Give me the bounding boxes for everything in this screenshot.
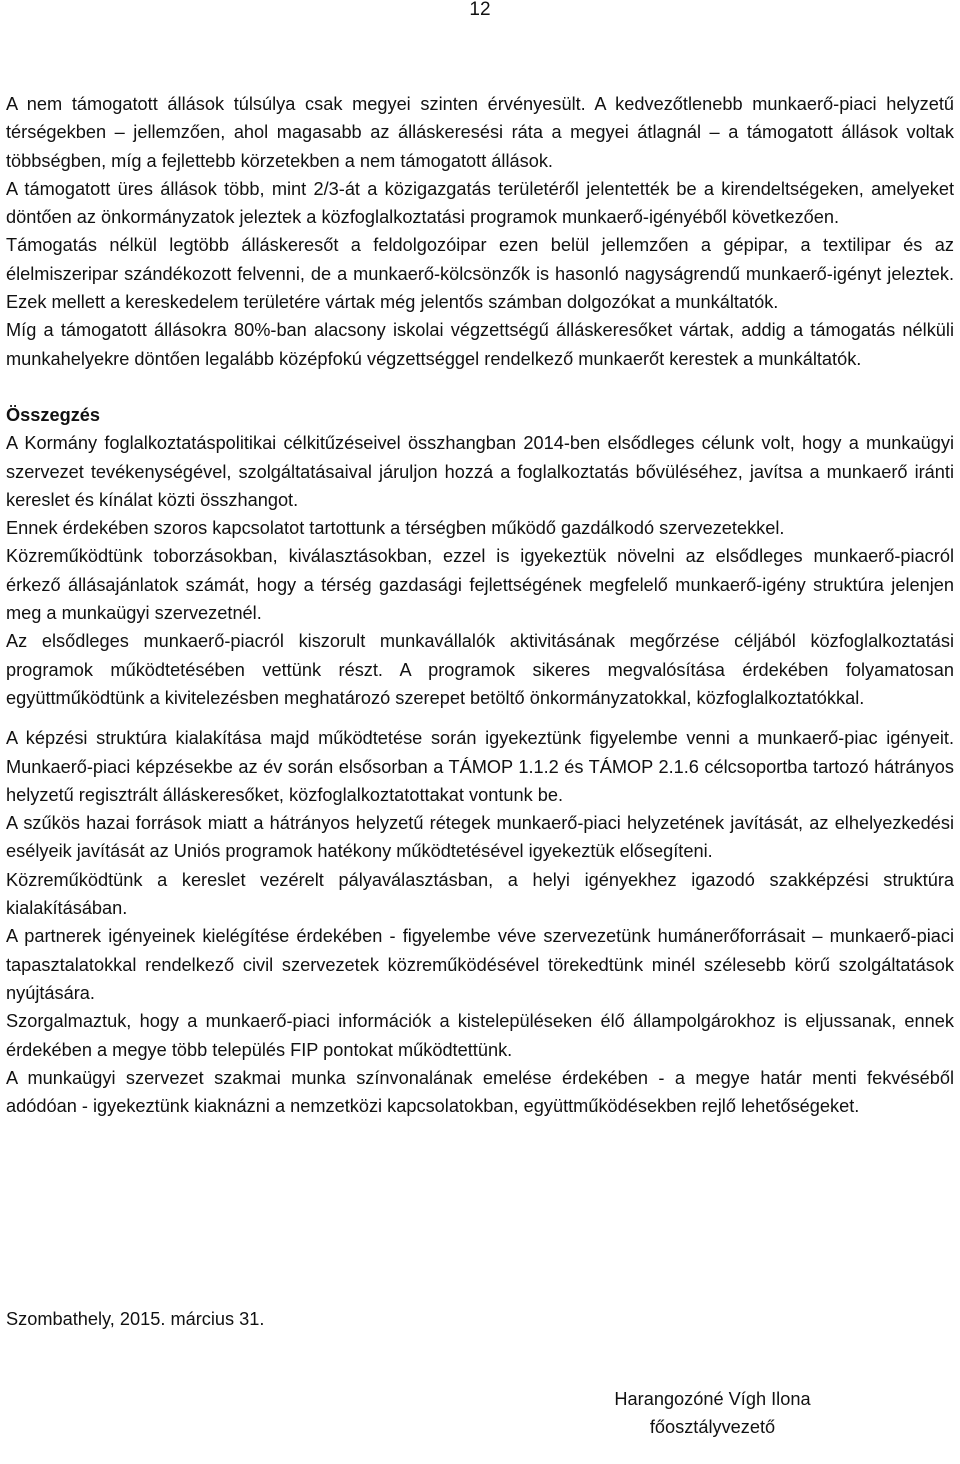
- paragraph: Ennek érdekében szoros kapcsolatot tartottunk a térségben működő gazdálkodó szervezetekkel.: [6, 518, 785, 539]
- signature-block: [600, 1385, 825, 1441]
- paragraph: A szűkös hazai források miatt a hátrányos helyzetű rétegek munkaerő-piaci helyzetének javítását, az elhelyezkedési esélyeik javítását az Uniós programok hatékony működtetésével igyekeztük elősegíteni.: [6, 813, 954, 862]
- paragraph: Támogatás nélkül legtöbb álláskeresőt a feldolgozóipar ezen belül jellemzően a gépipar, a textilipar és az élelmiszeripar szándékozott felvenni, de a munkaerő-kölcsönzők is hasonló nagyságrendű munkaerő-igényt jeleztek. Ezek mellett a kereskedelem területére vártak még jelentős számban dolgozókat a munkáltatók.: [6, 235, 954, 313]
- document-body: [6, 90, 954, 1120]
- paragraph: A partnerek igényeinek kielégítése érdekében - figyelembe véve szervezetünk humánerőforrásait – munkaerő-piaci tapasztalatokkal rendelkező civil szervezetek közreműködésével törekedtünk minél szélesebb körű szolgáltatások nyújtására.: [6, 926, 954, 1003]
- signatory-name: Harangozóné Vígh Ilona: [614, 1389, 811, 1409]
- paragraph: Míg a támogatott állásokra 80%-ban alacsony iskolai végzettségű álláskeresőket vártak, addig a támogatás nélküli munkahelyekre döntően legalább középfokú végzettséggel rendelkező munkaerőt kerestek a munkáltatók.: [6, 320, 954, 369]
- spacer: [6, 373, 954, 401]
- paragraph: Szorgalmaztuk, hogy a munkaerő-piaci információk a kistelepüléseken élő állampolgárokhoz is eljussanak, ennek érdekében a megye több település FIP pontokat működtettünk.: [6, 1011, 954, 1060]
- section-heading-summary: Összegzés: [6, 404, 101, 425]
- paragraph: A Kormány foglalkoztatáspolitikai célkitűzéseivel összhangban 2014-ben elsődleges célunk volt, hogy a munkaügyi szervezet tevékenységével, szolgáltatásaival járuljon hozzá a foglalkoztatás bővüléséhez, javítsa a munkaerő iránti kereslet és kínálat közti összhangot.: [6, 433, 954, 510]
- signatory-title: főosztályvezető: [649, 1417, 776, 1437]
- spacer: [6, 712, 954, 724]
- paragraph: Közreműködtünk a kereslet vezérelt pályaválasztásban, a helyi igényekhez igazodó szakképzési struktúra kialakításában.: [6, 869, 954, 919]
- paragraph: A munkaügyi szervezet szakmai munka színvonalának emelése érdekében - a megye határ menti fekvéséből adódóan - igyekeztünk kiaknázni a nemzetközi kapcsolatokban, együttműködésekben rejlő lehetőségeket.: [6, 1067, 954, 1117]
- date-line: Szombathely, 2015. március 31.: [6, 1309, 265, 1329]
- paragraph: Az elsődleges munkaerő-piacról kiszorult munkavállalók aktivitásának megőrzése céljából közfoglalkoztatási programok működtetésében vettünk részt. A programok sikeres megvalósítása érdekében folyamatosan együttműködtünk a kivitelezésben meghatározó szerepet betöltő önkormányzatokkal, közfoglalkoztatókkal.: [6, 631, 954, 708]
- paragraph: A támogatott üres állások több, mint 2/3-át a közigazgatás területéről jelentették be a kirendeltségeken, amelyeket döntően az önkormányzatok jeleztek a közfoglalkoztatási programok munkaerő-igényéből következően.: [6, 178, 954, 228]
- paragraph: A nem támogatott állások túlsúlya csak megyei szinten érvényesült. A kedvezőtlenebb munkaerő-piaci helyzetű térségekben – jellemzően, ahol magasabb az álláskeresési ráta a megyei átlagnál – a támogatott állások voltak többségben, míg a fejlettebb körzetekben a nem támogatott állások.: [6, 94, 954, 171]
- paragraph: Közreműködtünk toborzásokban, kiválasztásokban, ezzel is igyekeztük növelni az elsődleges munkaerő-piacról érkező állásajánlatok számát, hogy a térség gazdasági fejlettségének megfelelő munkaerő-igény struktúra jelenjen meg a munkaügyi szervezetnél.: [6, 546, 954, 624]
- page-number: 12: [469, 0, 491, 20]
- paragraph: A képzési struktúra kialakítása majd működtetése során igyekeztünk figyelembe venni a munkaerő-piac igényeit. Munkaerő-piaci képzésekbe az év során elsősorban a TÁMOP 1.1.2 és TÁMOP 2.1.6 célcsoportba tartozó hátrányos helyzetű regisztrált álláskeresőket, közfoglalkoztatottakat vontunk be.: [6, 728, 954, 805]
